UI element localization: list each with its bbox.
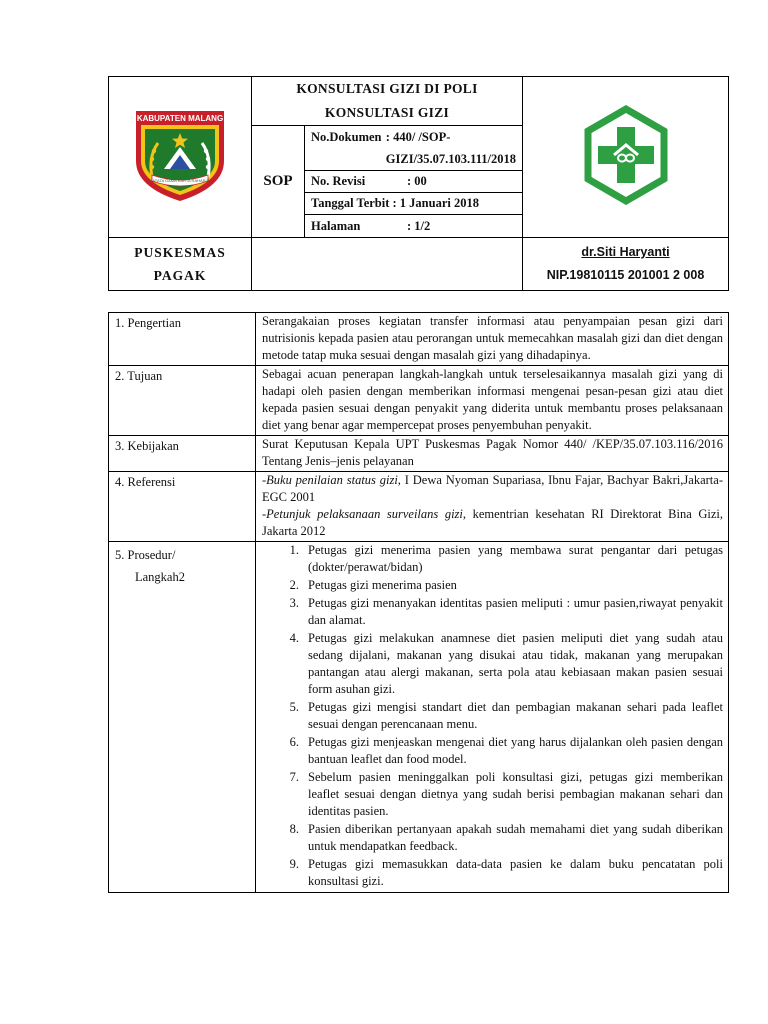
puskesmas-cross-logo-icon [572, 105, 680, 205]
page-number-value: : 1/2 [407, 218, 431, 233]
signatory-name: dr.Siti Haryanti [581, 245, 670, 259]
procedure-step-text: Petugas gizi menerima pasien [308, 578, 457, 592]
emblem-motto-text: SATATA GAMA KARTA RAHARJA [149, 177, 211, 183]
section-label-tujuan: 2. Tujuan [109, 366, 256, 436]
procedure-step [262, 542, 723, 576]
issue-date-label: Tanggal Terbit [311, 196, 390, 210]
document-title-cell [252, 77, 523, 126]
section-label-prosedur [109, 542, 256, 893]
kabupaten-malang-emblem-icon [130, 107, 230, 203]
reference-item-2 [262, 506, 723, 540]
procedure-step-text: Petugas gizi mengisi standart diet dan pembagian makanan sehari pada leaflet sesuai dengan perencanaan menu. [308, 700, 723, 731]
emblem-banner-text: KABUPATEN MALANG [136, 113, 224, 123]
procedure-step-text: Petugas gizi memasukkan data-data pasien ke dalam buku pencatatan poli konsultasi gizi. [308, 857, 723, 888]
procedure-step-number: 1. [289, 543, 299, 557]
section-label-pengertian: 1. Pengertian [109, 313, 256, 366]
procedure-step [262, 699, 723, 733]
procedure-step-text: Pasien diberikan pertanyaan apakah sudah memahami diet yang sudah diberikan untuk mendapatkan feedback. [308, 822, 723, 853]
signatory-cell [523, 238, 729, 291]
organization-line2: PAGAK [153, 268, 207, 283]
procedure-step-number: 5. [289, 700, 299, 714]
procedure-step-number: 8. [289, 822, 299, 836]
reference-2-title: -Petunjuk pelaksanaan surveilans gizi [262, 507, 463, 521]
procedure-step [262, 734, 723, 768]
sop-label-cell: SOP [252, 126, 305, 238]
procedure-step-text: Petugas gizi menanyakan identitas pasien meliputi : umur pasien,riwayat penyakit dan alamat. [308, 596, 723, 627]
procedure-step [262, 577, 723, 594]
procedure-step-number: 4. [289, 631, 299, 645]
procedure-step-text: Petugas gizi menjeaskan mengenai diet yang harus dijalankan oleh pasien dengan bantuan leaflet dan food model. [308, 735, 723, 766]
procedure-step [262, 769, 723, 820]
reference-item-1 [262, 472, 723, 506]
revision-value: : 00 [407, 174, 427, 188]
doc-number-label: No.Dokumen [311, 130, 382, 144]
section-text-pengertian: Serangakaian proses kegiatan transfer informasi atau penyampaian pesan gizi dari nutrisionis kepada pasien atau perorangan untuk memecahkan masalah gizi dan diet dengan metode tatap muka sesuai dengan masalah gizi yang dihadapinya. [256, 313, 729, 366]
section-text-kebijakan: Surat Keputusan Kepala UPT Puskesmas Pagak Nomor 440/ /KEP/35.07.103.116/2016 Tentang Jenis–jenis pelayanan [256, 436, 729, 472]
revision-cell [305, 171, 523, 193]
procedure-step-number: 7. [289, 770, 299, 784]
page-number-cell [305, 215, 523, 238]
regency-logo-cell [109, 77, 252, 238]
procedure-step-text: Sebelum pasien meninggalkan poli konsultasi gizi, petugas gizi memberikan leaflet sesuai dengan dietnya yang sudah berisi pembagian makanan sehari dan identitas pasien. [308, 770, 723, 818]
procedure-step-number: 9. [289, 857, 299, 871]
section-row-kebijakan [109, 436, 729, 472]
procedure-step [262, 630, 723, 698]
procedure-step-text: Petugas gizi menerima pasien yang membawa surat pengantar dari petugas (dokter/perawat/bidan) [308, 543, 723, 574]
procedure-step [262, 821, 723, 855]
sop-header-table [108, 76, 729, 291]
section-text-tujuan: Sebagai acuan penerapan langkah-langkah untuk terselesaikannya masalah gizi yang di hadapi oleh pasien dengan memberikan informasi mengenai pesan-pesan gizi atau diet kepada pasien sesuai dengan penyakit yang diderita untuk membantu proses pelaksanaan diet yang benar agar mempercepat proses penyembuhan penyakit. [256, 366, 729, 436]
empty-middle-cell [252, 238, 523, 291]
signatory-nip: NIP.19810115 201001 2 008 [546, 268, 705, 282]
procedure-step-number: 3. [289, 596, 299, 610]
issue-date-value: : 1 Januari 2018 [392, 196, 479, 210]
section-label-kebijakan: 3. Kebijakan [109, 436, 256, 472]
procedure-step-number: 6. [289, 735, 299, 749]
sop-content-table [108, 312, 729, 893]
section-steps-prosedur [256, 542, 729, 893]
puskesmas-logo-cell [523, 77, 729, 238]
reference-2-details: , kementrian kesehatan RI Direktorat Bina Gizi, Jakarta 2012 [262, 507, 723, 538]
procedure-steps-list [262, 542, 723, 890]
procedure-step [262, 856, 723, 890]
page-number-label: Halaman [311, 218, 361, 233]
prosedur-label-line2: Langkah2 [135, 570, 185, 584]
section-row-referensi [109, 472, 729, 542]
document-title-line2: KONSULTASI GIZI [324, 105, 450, 120]
doc-number-cell [305, 126, 523, 171]
doc-number-value: : 440/ /SOP-GIZI/35.07.103.111/2018 [385, 130, 517, 166]
prosedur-label-line1: 5. Prosedur/ [115, 548, 176, 562]
procedure-step-number: 2. [289, 578, 299, 592]
procedure-step-text: Petugas gizi melakukan anamnese diet pasien meliputi diet yang sudah atau sedang dijalani, makanan yang disukai atau tidak, makanan yang merupakan pantangan atau alergi makanan, serta pola atau kebiasaan makan pasien sesuai form asuhan gizi. [308, 631, 723, 696]
section-row-pengertian [109, 313, 729, 366]
organization-line1: PUSKESMAS [134, 245, 226, 260]
reference-1-details: , I Dewa Nyoman Supariasa, Ibnu Fajar, Bachyar Bakri,Jakarta-EGC 2001 [262, 473, 723, 504]
issue-date-cell [305, 193, 523, 215]
section-row-prosedur [109, 542, 729, 893]
section-text-referensi [256, 472, 729, 542]
procedure-step [262, 595, 723, 629]
revision-label: No. Revisi [311, 174, 366, 188]
document-title-line1: KONSULTASI GIZI DI POLI [296, 81, 478, 96]
reference-1-title: -Buku penilaian status gizi [262, 473, 398, 487]
section-label-referensi: 4. Referensi [109, 472, 256, 542]
organization-cell [109, 238, 252, 291]
section-row-tujuan [109, 366, 729, 436]
